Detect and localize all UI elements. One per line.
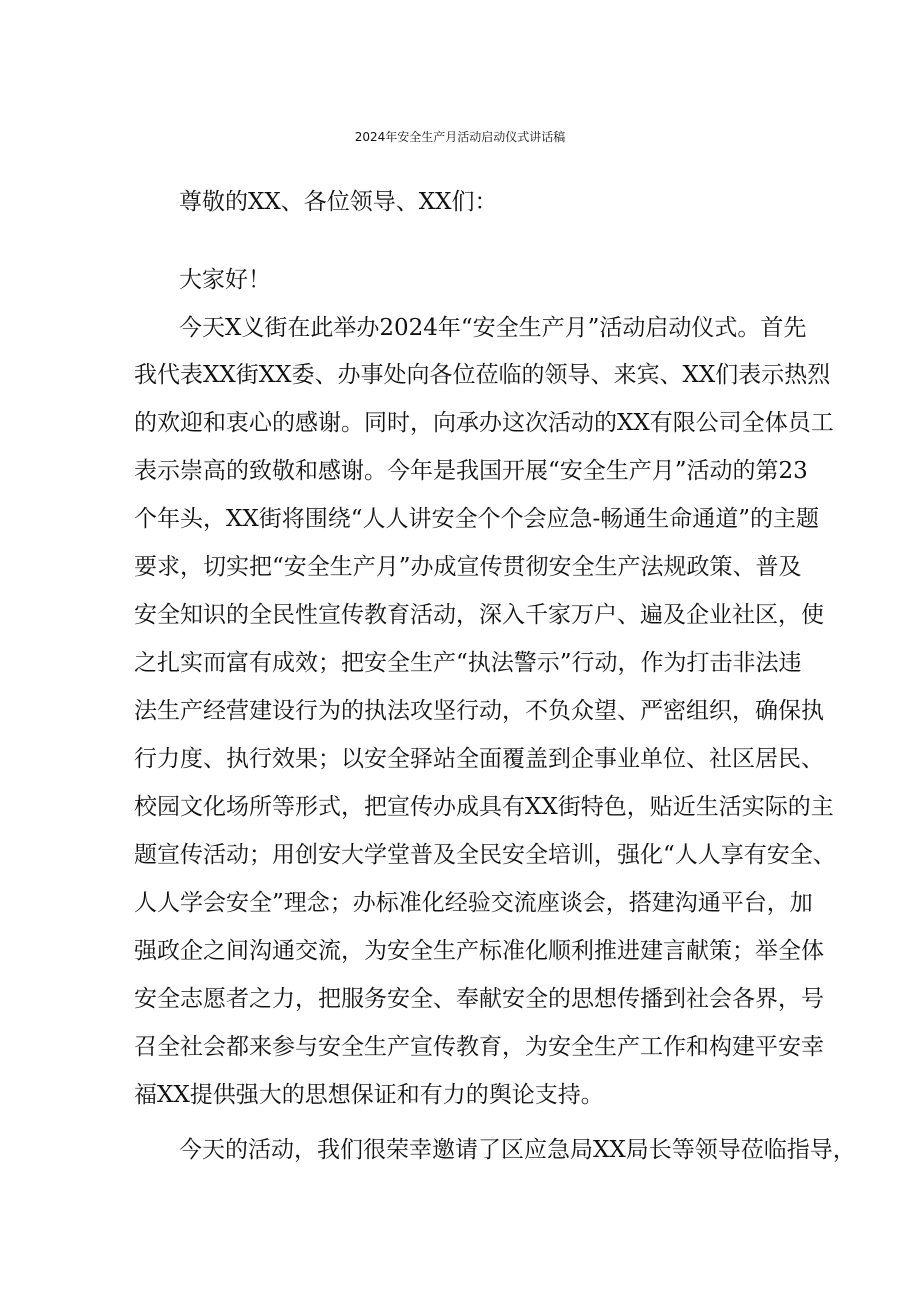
paragraph-line: 之扎实而富有成效；把安全生产“执法警示”行动，作为打击非法违 xyxy=(134,650,802,676)
paragraph-line: 安全知识的全民性宣传教育活动，深入千家万户、遍及企业社区，使 xyxy=(134,602,824,628)
paragraph-line: 福XX提供强大的思想保证和有力的舆论支持。 xyxy=(134,1082,604,1108)
greeting-line: 大家好！ xyxy=(179,267,271,293)
paragraph-line: 行力度、执行效果；以安全驿站全面覆盖到企事业单位、社区居民、 xyxy=(134,746,824,772)
paragraph-line: 我代表XX街XX委、办事处向各位莅临的领导、来宾、XX们表示热烈 xyxy=(134,362,831,388)
paragraph-line: 今天X义街在此举办2024年“安全生产月”活动启动仪式。首先 xyxy=(179,315,807,341)
paragraph-line: 召全社会都来参与安全生产宣传教育，为安全生产工作和构建平安幸 xyxy=(134,1034,824,1060)
paragraph-line: 法生产经营建设行为的执法攻坚行动，不负众望、严密组织，确保执 xyxy=(134,698,824,724)
paragraph-line: 表示崇高的致敬和感谢。今年是我国开展“安全生产月”活动的第23 xyxy=(134,458,808,484)
paragraph-line: 校园文化场所等形式，把宣传办成具有XX街特色，贴近生活实际的主 xyxy=(134,794,834,820)
paragraph-line: 的欢迎和衷心的感谢。同时，向承办这次活动的XX有限公司全体员工 xyxy=(134,410,834,436)
document-title: 2024年安全生产月活动启动仪式讲话稿 xyxy=(354,130,566,144)
paragraph-line: 人人学会安全”理念；办标准化经验交流座谈会，搭建沟通平台，加 xyxy=(134,890,813,916)
paragraph-line: 强政企之间沟通交流，为安全生产标准化顺利推进建言献策；举全体 xyxy=(134,938,824,964)
paragraph-line: 个年头，XX街将围绕“人人讲安全个个会应急-畅通生命通道”的主题 xyxy=(134,506,820,532)
paragraph-line: 要求，切实把“安全生产月”办成宣传贯彻安全生产法规政策、普及 xyxy=(134,554,802,580)
paragraph-line: 题宣传活动；用创安大学堂普及全民安全培训，强化“人人享有安全、 xyxy=(134,842,836,868)
paragraph-line: 安全志愿者之力，把服务安全、奉献安全的思想传播到社会各界，号 xyxy=(134,986,824,1012)
paragraph-line: 今天的活动，我们很荣幸邀请了区应急局XX局长等领导莅临指导， xyxy=(179,1137,856,1163)
salutation-line: 尊敬的XX、各位领导、XX们： xyxy=(179,189,498,215)
